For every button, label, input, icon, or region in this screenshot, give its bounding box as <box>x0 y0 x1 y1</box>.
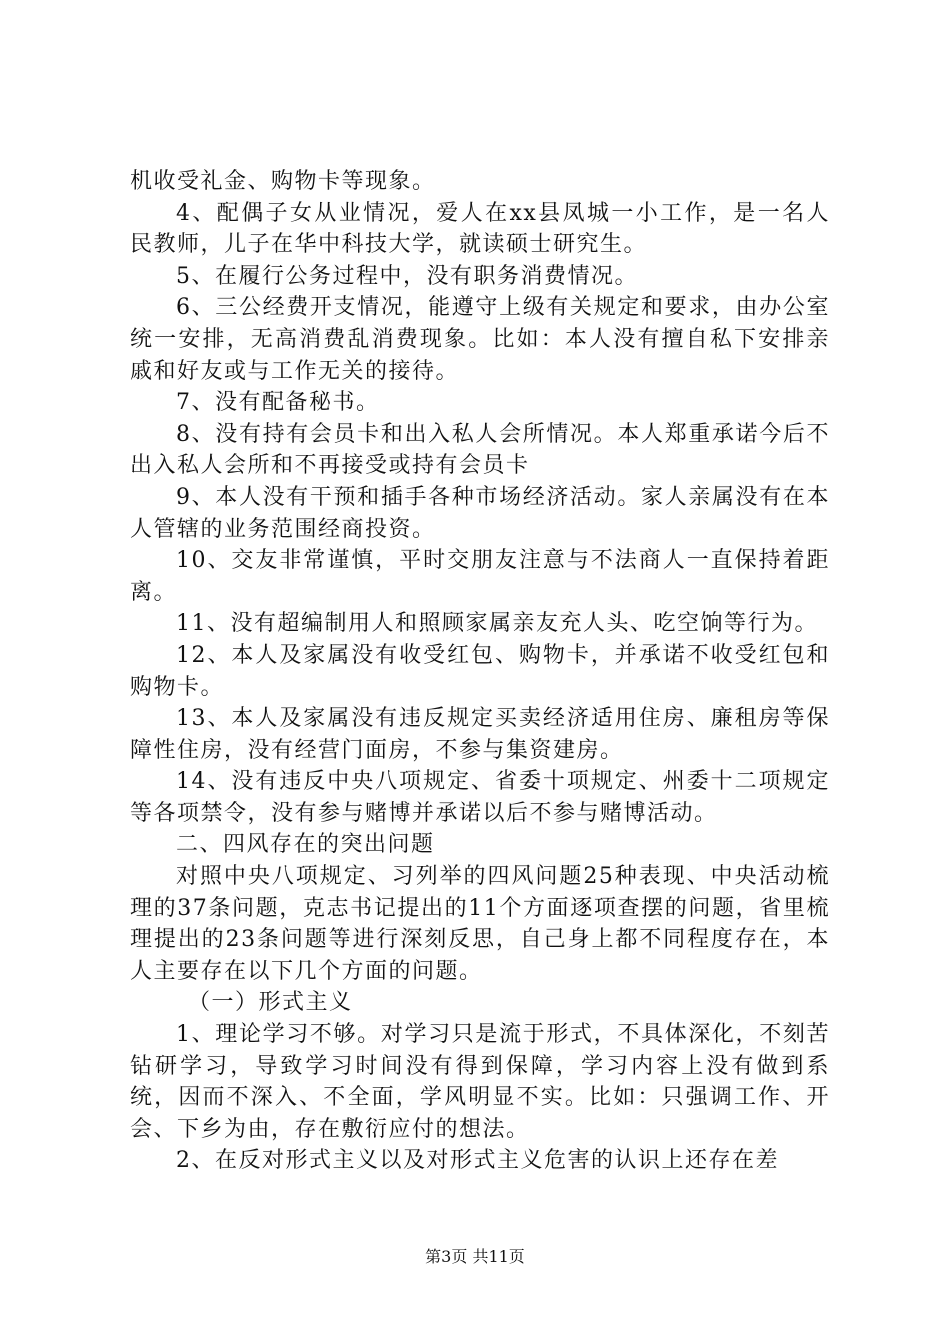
paragraph-7: 10、交友非常谨慎，平时交朋友注意与不法商人一直保持着距离。 <box>130 548 830 605</box>
page-footer: 第3页 共11页 <box>425 1247 525 1266</box>
document-body <box>130 166 830 1177</box>
paragraph-11: 14、没有违反中央八项规定、省委十项规定、州委十二项规定等各项禁令，没有参与赌博并承诺以后不参与赌博活动。 <box>130 769 830 826</box>
paragraph-8: 11、没有超编制用人和照顾家属亲友充人头、吃空饷等行为。 <box>176 611 818 637</box>
subsection-heading: （一）形式主义 <box>188 990 353 1016</box>
paragraph-9: 12、本人及家属没有收受红包、购物卡，并承诺不收受红包和购物卡。 <box>130 642 830 700</box>
paragraph-4: 7、没有配备秘书。 <box>176 390 380 416</box>
paragraph-15: 1、理论学习不够。对学习只是流于形式，不具体深化，不刻苦钻研学习，导致学习时间没有得到保障，学习内容上没有做到系统，因而不深入、不全面，学风明显不实。比如：只强调工作、开会、下乡为由，存在敷衍应付的想法。 <box>130 1022 830 1142</box>
paragraph-2: 5、在履行公务过程中，没有职务消费情况。 <box>176 263 638 289</box>
paragraph-6: 9、本人没有干预和插手各种市场经济活动。家人亲属没有在本人管辖的业务范围经商投资。 <box>130 484 830 542</box>
paragraph-5: 8、没有持有会员卡和出入私人会所情况。本人郑重承诺今后不出入私人会所和不再接受或持有会员卡 <box>130 421 830 479</box>
paragraph-1: 4、配偶子女从业情况，爱人在xx县凤城一小工作，是一名人民教师，儿子在华中科技大学，就读硕士研究生。 <box>130 200 830 258</box>
paragraph-13: 对照中央八项规定、习列举的四风问题25种表现、中央活动梳理的37条问题，克志书记提出的11个方面逐项查摆的问题，省里梳理提出的23条问题等进行深刻反思，自己身上都不同程度存在，本人主要存在以下几个方面的问题。 <box>130 864 830 984</box>
paragraph-10: 13、本人及家属没有违反规定买卖经济适用住房、廉租房等保障性住房，没有经营门面房，不参与集资建房。 <box>130 706 830 763</box>
paragraph-0: 机收受礼金、购物卡等现象。 <box>130 169 436 194</box>
paragraph-3: 6、三公经费开支情况，能遵守上级有关规定和要求，由办公室统一安排，无高消费乱消费现象。比如：本人没有擅自私下安排亲戚和好友或与工作无关的接待。 <box>130 295 830 384</box>
section-heading: 二、四风存在的突出问题 <box>176 832 435 858</box>
paragraph-16: 2、在反对形式主义以及对形式主义危害的认识上还存在差 <box>176 1148 779 1174</box>
